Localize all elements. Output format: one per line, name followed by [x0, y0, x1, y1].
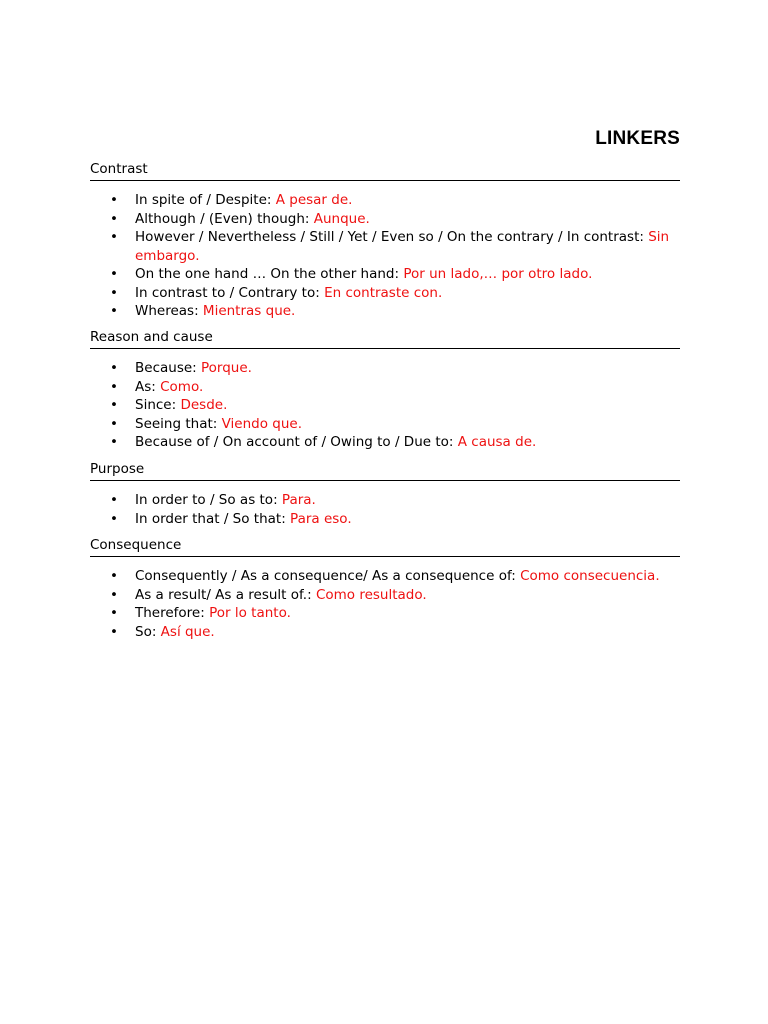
list-item: [90, 359, 680, 378]
linker-english: Because of / On account of / Owing to / Due to:: [135, 434, 458, 450]
list-item: [90, 265, 680, 284]
linker-spanish: Para.: [281, 492, 316, 508]
linker-english: Because:: [135, 360, 201, 376]
bullet-icon: •: [110, 266, 118, 282]
section-purpose: [90, 460, 680, 528]
bullet-icon: •: [110, 378, 118, 395]
linker-spanish: A pesar de.: [275, 192, 353, 208]
list-item: [90, 567, 680, 586]
bullet-icon: •: [110, 586, 118, 603]
section-heading: Reason and cause: [90, 328, 680, 349]
linker-spanish: En contraste con.: [324, 284, 443, 301]
bullet-icon: •: [110, 568, 118, 584]
section-heading: Purpose: [90, 460, 680, 481]
list-item: [90, 623, 680, 642]
bullet-icon: •: [110, 192, 118, 208]
bullet-icon: •: [110, 284, 118, 301]
linker-english: So:: [135, 623, 161, 640]
section-heading: Consequence: [90, 536, 680, 557]
linker-english: Although / (Even) though:: [135, 210, 314, 227]
linker-spanish: Aunque.: [313, 210, 370, 227]
linker-spanish: Como.: [160, 378, 204, 395]
list-item: [90, 510, 680, 529]
linker-spanish: Como resultado.: [315, 586, 427, 603]
linker-english: Since:: [135, 397, 181, 413]
bullet-icon: •: [110, 434, 118, 450]
list-item: [90, 491, 680, 510]
bullet-icon: •: [110, 303, 118, 319]
linker-spanish: Así que.: [160, 623, 215, 640]
bullet-icon: •: [110, 415, 118, 432]
linker-english: In contrast to / Contrary to:: [135, 284, 325, 301]
bullet-icon: •: [110, 605, 118, 621]
page-title: LINKERS: [595, 128, 680, 149]
section-heading: Contrast: [90, 160, 680, 181]
bullet-icon: •: [110, 397, 118, 413]
linker-english: In order that / So that:: [135, 510, 291, 527]
list-item: [90, 210, 680, 229]
linker-english: In order to / So as to:: [135, 492, 282, 508]
linker-english: Consequently / As a consequence/ As a consequence of:: [135, 568, 521, 584]
linker-english: However / Nevertheless / Still / Yet / Even so / On the contrary / In contrast:: [135, 229, 649, 245]
linker-spanish: Sin embargo.: [135, 229, 670, 264]
linker-english: As a result/ As a result of.:: [135, 586, 316, 603]
list-item: [90, 228, 680, 265]
bullet-icon: •: [110, 623, 118, 640]
list-item: [90, 284, 680, 303]
linker-spanish: Para eso.: [290, 510, 352, 527]
linker-list: [90, 359, 680, 452]
linker-spanish: Mientras que.: [202, 303, 296, 319]
list-item: [90, 604, 680, 623]
linker-list: [90, 191, 680, 321]
linker-spanish: Porque.: [201, 360, 252, 376]
list-item: [90, 191, 680, 210]
list-item: [90, 433, 680, 452]
linker-list: [90, 567, 680, 641]
section-consequence: [90, 536, 680, 641]
linker-spanish: Viendo que.: [221, 415, 303, 432]
list-item: [90, 378, 680, 397]
linker-spanish: A causa de.: [457, 434, 537, 450]
list-item: [90, 586, 680, 605]
bullet-icon: •: [110, 510, 118, 527]
linker-spanish: Por lo tanto.: [209, 605, 291, 621]
linker-list: [90, 491, 680, 528]
bullet-icon: •: [110, 210, 118, 227]
bullet-icon: •: [110, 492, 118, 508]
linker-english: Therefore:: [135, 605, 210, 621]
linker-english: Whereas:: [135, 303, 203, 319]
linker-spanish: Desde.: [180, 397, 228, 413]
linker-english: As:: [135, 378, 161, 395]
linker-english: On the one hand … On the other hand:: [135, 266, 404, 282]
list-item: [90, 302, 680, 321]
section-contrast: [90, 160, 680, 321]
linker-spanish: Como consecuencia.: [520, 568, 660, 584]
linker-english: In spite of / Despite:: [135, 192, 276, 208]
bullet-icon: •: [110, 360, 118, 376]
linker-english: Seeing that:: [135, 415, 222, 432]
list-item: [90, 415, 680, 434]
bullet-icon: •: [110, 229, 118, 245]
list-item: [90, 396, 680, 415]
linker-spanish: Por un lado,… por otro lado.: [403, 266, 593, 282]
section-reason-and-cause: [90, 328, 680, 452]
